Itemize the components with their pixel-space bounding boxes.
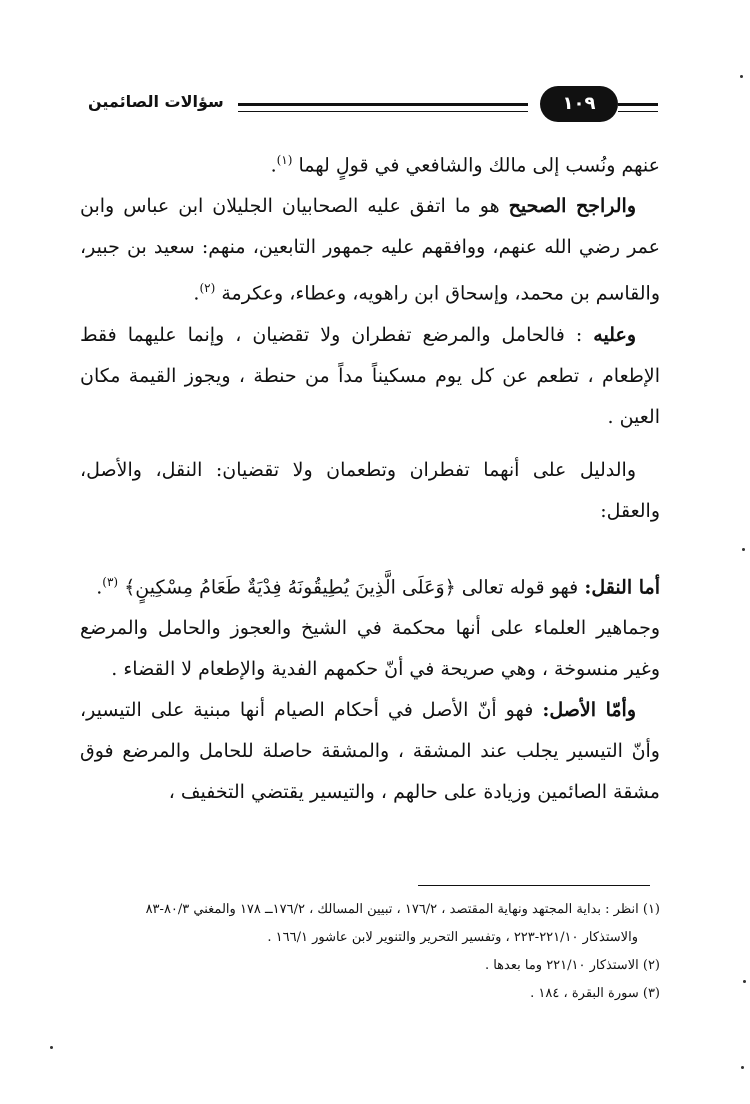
footnote-ref-2: (٢): [199, 281, 216, 296]
paragraph-2: والراجح الصحيح هو ما اتفق عليه الصحابيان الجليلان ابن عباس وابن عمر رضي الله عنهم، ووافقهم عليه جمهور التابعين، منهم: سعيد بن جبير، والقاسم بن محمد، وإسحاق ابن راهويه، وعطاء، وعكرمة $^{(٢)}$.: [80, 195, 660, 305]
running-title: سؤالات الصائمين: [88, 92, 224, 111]
paragraph-7-lead: وأمّا الأصل:: [542, 698, 637, 721]
paragraph-3: وعليه : فالحامل والمرضع تفطران ولا تقضيان ، وإنما عليهما فقط الإطعام ، تطعم عن كل يوم مسكيناً مداً من حنطة ، ويجوز القيمة مكان العين .: [80, 323, 660, 428]
paragraph-3-lead: وعليه: [593, 323, 636, 346]
paragraph-1: عنهم ونُسب إلى مالك والشافعي في قولٍ لهما $^{(١)}$.: [270, 153, 660, 177]
header-rule: [238, 103, 528, 112]
header-rule-right: [618, 103, 658, 112]
page-number-badge: ١٠٩: [540, 86, 618, 122]
paragraph-6: وجماهير العلماء على أنها محكمة في الشيخ والعجوز والحامل والمرضع وغير منسوخة ، وهي صريحة في أنّ حكمهم الفدية والإطعام لا القضاء .: [80, 616, 660, 680]
scan-speck: [742, 548, 745, 551]
scan-speck: [50, 1046, 53, 1049]
main-text: [80, 140, 660, 813]
footnote-ref-3: (٣): [102, 574, 119, 589]
page-header: [88, 86, 648, 122]
scan-speck: [743, 980, 746, 983]
paragraph-2-lead: والراجح الصحيح: [508, 195, 636, 218]
paragraph-7: وأمّا الأصل: فهو أنّ الأصل في أحكام الصيام أنها مبنية على التيسير، وأنّ التيسير يجلب عند المشقة ، والمشقة حاصلة للحامل والمرضع فوق مشقة الصائمين وزيادة على حالهم ، والتيسير يقتضي التخفيف ،: [80, 698, 660, 803]
scan-speck: [740, 75, 743, 78]
quran-verse: فهو قوله تعالى ﴿وَعَلَى الَّذِينَ يُطِيقُونَهُ فِدْيَةٌ طَعَامُ مِسْكِينٍ﴾: [124, 575, 585, 598]
paragraph-4: والدليل على أنهما تفطران وتطعمان ولا تقضيان: النقل، والأصل، والعقل:: [80, 458, 660, 522]
paragraph-5: أما النقل: فهو قوله تعالى ﴿وَعَلَى الَّذِينَ يُطِيقُونَهُ فِدْيَةٌ طَعَامُ مِسْكِينٍ﴾ $^{(٣)}$.: [96, 574, 660, 598]
paragraph-5-lead: أما النقل:: [584, 575, 660, 598]
footnote-1-continued: والاستذكار ٢٢١/١٠-٢٢٣ ، وتفسير التحرير والتنوير لابن عاشور ١٦٦/١ .: [267, 930, 638, 945]
footnote-separator: [418, 885, 650, 886]
scan-speck: [741, 1066, 744, 1069]
footnote-2: (٢) الاستذكار ٢٢١/١٠ وما بعدها .: [484, 958, 660, 973]
footnotes: [80, 896, 660, 1008]
footnote-3: (٣) سورة البقرة ، ١٨٤ .: [530, 986, 660, 1001]
footnote-1: (١) انظر : بداية المجتهد ونهاية المقتصد ، ١٧٦/٢ ، تبيين المسالك ، ١٧٦/٢ــ ١٧٨ والمغني ٨٠/٣-٨٣: [145, 902, 660, 917]
footnote-ref-1: (١): [276, 153, 293, 167]
